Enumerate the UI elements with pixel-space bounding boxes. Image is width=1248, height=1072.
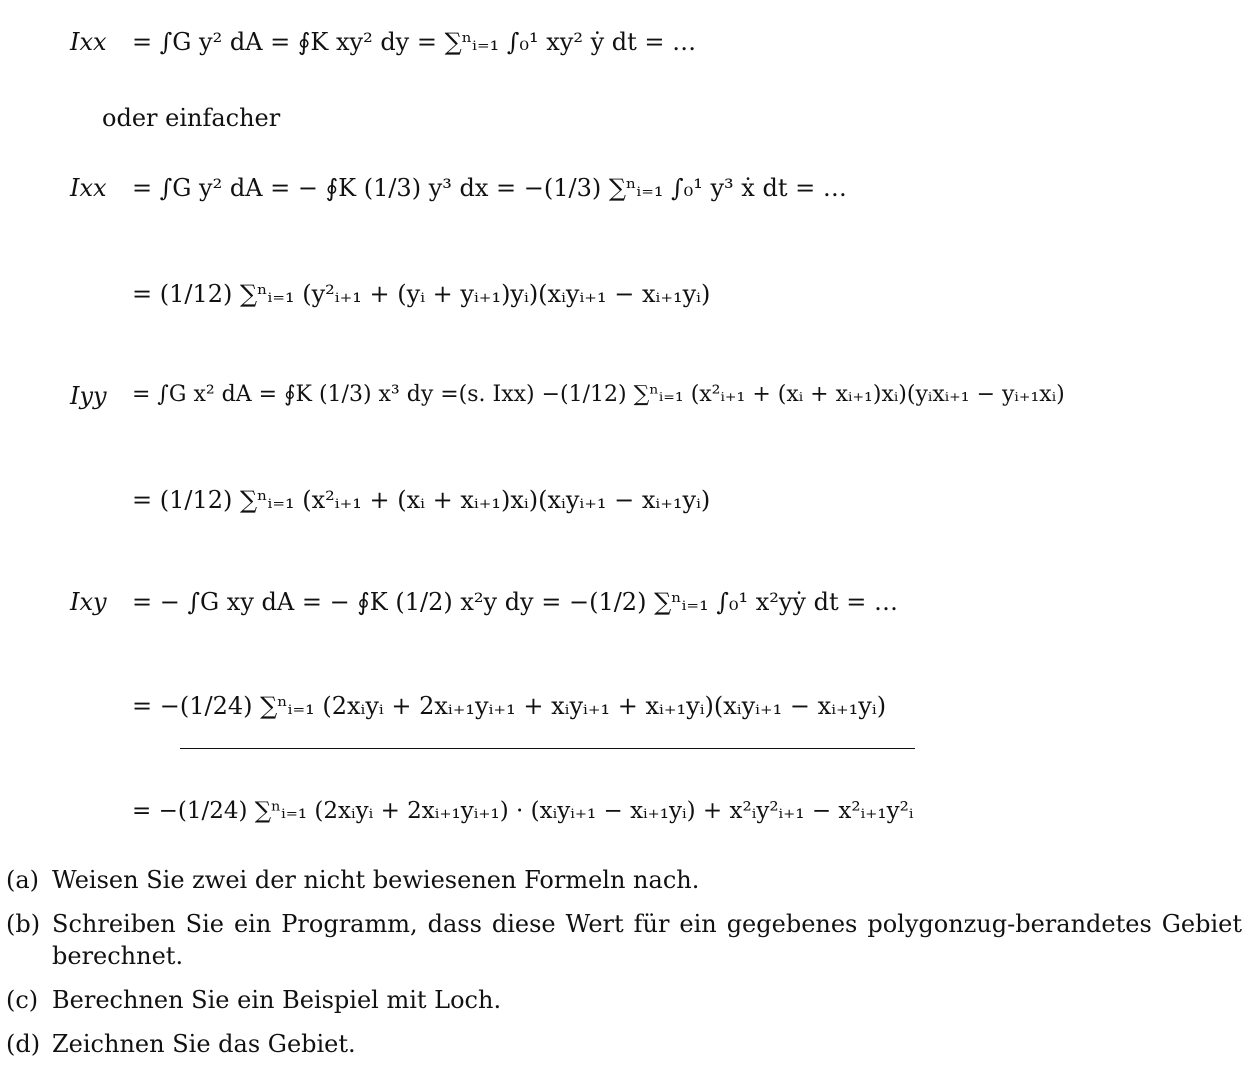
task-item-b [6,908,1242,972]
eq4-line2: = −(1/24) ∑ⁿᵢ₌₁ (2xᵢyᵢ + 2xᵢ₊₁yᵢ₊₁ + xᵢyᵢ₊₁ + xᵢ₊₁yᵢ)(xᵢyᵢ₊₁ − xᵢ₊₁yᵢ) [132,692,887,720]
eq2-lhs: Ixx [70,174,107,202]
horizontal-rule [180,748,915,749]
eq3-line2: = (1/12) ∑ⁿᵢ₌₁ (x²ᵢ₊₁ + (xᵢ + xᵢ₊₁)xᵢ)(xᵢyᵢ₊₁ − xᵢ₊₁yᵢ) [132,486,711,514]
task-item-c [6,984,1242,1016]
eq3-lhs: Iyy [70,382,107,410]
eq4-line3: = −(1/24) ∑ⁿᵢ₌₁ (2xᵢyᵢ + 2xᵢ₊₁yᵢ₊₁) · (xᵢyᵢ₊₁ − xᵢ₊₁yᵢ) + x²ᵢy²ᵢ₊₁ − x²ᵢ₊₁y²ᵢ [132,798,914,824]
eq3-line1: = ∫G x² dA = ∮K (1/3) x³ dy =(s. Ixx) −(1/12) ∑ⁿᵢ₌₁ (x²ᵢ₊₁ + (xᵢ + xᵢ₊₁)xᵢ)(yᵢxᵢ₊₁ − yᵢ₊₁xᵢ) [132,382,1065,407]
connector-text: oder einfacher [102,104,281,132]
eq2-line1: = ∫G y² dA = − ∮K (1/3) y³ dx = −(1/3) ∑ⁿᵢ₌₁ ∫₀¹ y³ ẋ dt = … [132,174,847,202]
eq4-lhs: Ixy [70,588,107,616]
task-text: Schreiben Sie ein Programm, dass diese Wert für ein gegebenes polygonzug-berandetes Gebiet berechnet. [52,910,1242,970]
task-item-a [6,864,1242,896]
task-label: (d) [6,1030,41,1058]
task-item-d [6,1028,1242,1060]
eq2-line2: = (1/12) ∑ⁿᵢ₌₁ (y²ᵢ₊₁ + (yᵢ + yᵢ₊₁)yᵢ)(xᵢyᵢ₊₁ − xᵢ₊₁yᵢ) [132,280,711,308]
task-list [6,864,1242,1072]
task-text: Berechnen Sie ein Beispiel mit Loch. [52,986,502,1014]
eq4-line1: = − ∫G xy dA = − ∮K (1/2) x²y dy = −(1/2) ∑ⁿᵢ₌₁ ∫₀¹ x²yẏ dt = … [132,588,898,616]
eq1-lhs: Ixx [70,28,107,56]
task-label: (a) [6,866,40,894]
task-label: (b) [6,910,41,938]
task-text: Zeichnen Sie das Gebiet. [52,1030,356,1058]
task-text: Weisen Sie zwei der nicht bewiesenen Formeln nach. [52,866,700,894]
task-label: (c) [6,986,39,1014]
eq1-rhs: = ∫G y² dA = ∮K xy² dy = ∑ⁿᵢ₌₁ ∫₀¹ xy² ẏ dt = … [132,28,697,56]
